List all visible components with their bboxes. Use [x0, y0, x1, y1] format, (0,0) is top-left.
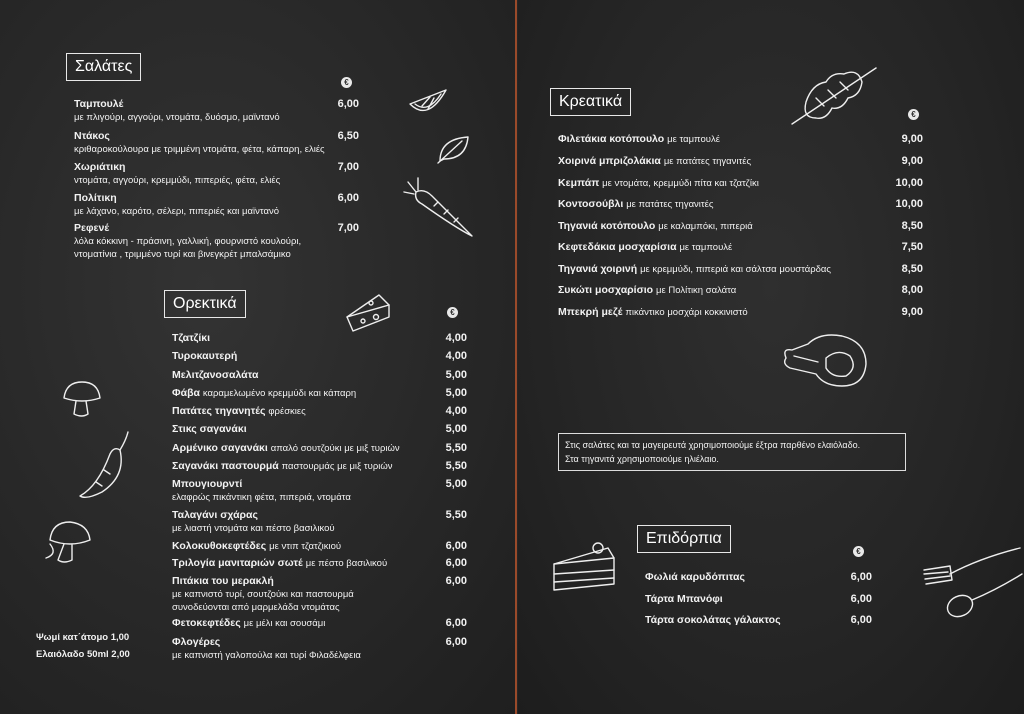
- item-price: 7,00: [337, 161, 359, 173]
- item-name: Τηγανιά κοτόπουλο: [558, 220, 656, 232]
- item-name: Στικς σαγανάκι: [172, 423, 247, 435]
- cake-slice-icon: [552, 540, 618, 592]
- menu-item: [172, 478, 351, 504]
- item-price: 6,00: [445, 557, 467, 569]
- euro-icon: €: [908, 109, 919, 120]
- item-price: 6,00: [445, 617, 467, 629]
- item-price: 9,00: [901, 306, 923, 318]
- item-desc: με μέλι και σουσάμι: [243, 618, 326, 629]
- item-desc: με κρεμμύδι, πιπεριά και σάλτσα μουστάρδας: [640, 264, 832, 275]
- euro-icon: €: [341, 77, 352, 88]
- item-desc: συνοδεύονται από μαρμελάδα ντομάτας: [172, 602, 340, 613]
- item-name: Τυροκαυτερή: [172, 350, 238, 362]
- item-price: 7,50: [901, 241, 923, 253]
- item-name: Συκώτι μοσχαρίσιο: [558, 284, 654, 296]
- item-name: Χοιρινά μπριζολάκια: [558, 155, 661, 167]
- steak-icon: [780, 330, 872, 390]
- item-desc: με ντιπ τζατζικιού: [269, 541, 342, 552]
- menu-item: [558, 263, 831, 276]
- euro-icon: €: [853, 546, 864, 557]
- menu-item: [172, 350, 237, 363]
- oil-note: [558, 433, 906, 471]
- euro-icon: €: [447, 307, 458, 318]
- appetizers-title: Ορεκτικά: [164, 290, 246, 318]
- menu-item: [645, 571, 745, 584]
- item-name: Κοντοσούβλι: [558, 198, 624, 210]
- item-desc: πικάντικο μοσχάρι κοκκινιστό: [625, 307, 748, 318]
- item-name: Μπουγιουρντί: [172, 478, 243, 490]
- item-name: Ντάκος: [74, 130, 110, 142]
- item-desc: κριθαροκούλουρα με τριμμένη ντομάτα, φέτα, κάπαρη, ελιές: [74, 144, 325, 155]
- desserts-title: Επιδόρπια: [637, 525, 731, 553]
- item-price: 7,00: [337, 222, 359, 234]
- item-price: 5,00: [445, 369, 467, 381]
- item-desc: με ταμπουλέ: [667, 134, 720, 145]
- item-price: 4,00: [445, 405, 467, 417]
- item-name: Χωριάτικη: [74, 161, 126, 173]
- menu-item: [172, 369, 259, 382]
- item-name: Ταμπουλέ: [74, 98, 124, 110]
- item-desc: με πατάτες τηγανιτές: [663, 156, 752, 167]
- menu-item: [172, 636, 361, 662]
- item-name: Τριλογία μανιταριών σωτέ: [172, 557, 303, 569]
- item-name: Ρεφενέ: [74, 222, 110, 234]
- item-price: 4,00: [445, 350, 467, 362]
- mushroom-icon: [62, 380, 102, 418]
- menu-item: [558, 284, 736, 297]
- item-price: 6,00: [445, 575, 467, 587]
- item-price: 5,00: [445, 478, 467, 490]
- item-desc: με πατάτες τηγανιτές: [626, 199, 714, 210]
- item-price: 6,00: [850, 593, 872, 605]
- menu-item: [172, 575, 354, 614]
- item-price: 5,00: [445, 387, 467, 399]
- menu-item: [558, 241, 732, 254]
- menu-item: [172, 423, 247, 436]
- item-price: 5,00: [445, 423, 467, 435]
- item-desc: με ντομάτα, κρεμμύδι πίτα και τζατζίκι: [602, 178, 759, 189]
- item-price: 4,00: [445, 332, 467, 344]
- oil-note-line: Στα τηγανιτά χρησιμοποιούμε ηλιέλαιο.: [565, 454, 719, 464]
- item-name: Τάρτα Μπανόφι: [645, 593, 723, 605]
- item-price: 6,00: [850, 614, 872, 626]
- item-desc: με καπνιστή γαλοπούλα και τυρί Φιλαδέλφεια: [172, 650, 361, 661]
- item-desc: ντοματίνια , τριμμένο τυρί και βινεγκρέτ μπαλσάμικο: [74, 249, 291, 260]
- menu-item: [172, 387, 356, 400]
- salads-title: Σαλάτες: [66, 53, 141, 81]
- item-name: Τάρτα σοκολάτας γάλακτος: [645, 614, 781, 626]
- item-name: Αρμένικο σαγανάκι: [172, 442, 268, 454]
- item-price: 6,00: [445, 540, 467, 552]
- item-price: 6,00: [445, 636, 467, 648]
- menu-item: [172, 557, 387, 570]
- menu-item: [558, 155, 751, 168]
- item-name: Τζατζίκι: [172, 332, 211, 344]
- item-desc: παστουρμάς με μιξ τυριών: [281, 461, 393, 472]
- menu-item: [74, 161, 280, 187]
- item-price: 10,00: [895, 198, 923, 210]
- menu-item: [74, 192, 279, 218]
- item-price: 6,00: [337, 192, 359, 204]
- item-price: 5,50: [445, 509, 467, 521]
- item-desc: με ταμπουλέ: [679, 242, 733, 253]
- mushroom-icon: [42, 518, 94, 564]
- item-price: 5,50: [445, 460, 467, 472]
- cheese-icon: [343, 291, 393, 335]
- lemon-slice-icon: [406, 84, 450, 118]
- item-desc: ελαφρώς πικάντικη φέτα, πιπεριά, ντομάτα: [172, 492, 351, 503]
- item-price: 5,50: [445, 442, 467, 454]
- item-name: Φιλετάκια κοτόπουλο: [558, 133, 665, 145]
- bread-price: Ψωμί κατ΄άτομο 1,00: [36, 632, 130, 643]
- item-name: Τηγανιά χοιρινή: [558, 263, 638, 275]
- menu-item: [558, 177, 759, 190]
- menu-item: [172, 460, 393, 473]
- item-price: 8,00: [901, 284, 923, 296]
- item-desc: με πέστο βασιλικού: [305, 558, 388, 569]
- item-price: 6,00: [850, 571, 872, 583]
- menu-item: [172, 405, 306, 418]
- page-divider: [515, 0, 517, 714]
- item-name: Μπεκρή μεζέ: [558, 306, 623, 318]
- item-price: 9,00: [901, 133, 923, 145]
- item-price: 9,00: [901, 155, 923, 167]
- kebab-skewer-icon: [786, 62, 880, 130]
- chili-pepper-icon: [76, 430, 136, 502]
- item-name: Κεφτεδάκια μοσχαρίσια: [558, 241, 677, 253]
- menu-item: [74, 130, 325, 156]
- item-name: Κεμπάπ: [558, 177, 600, 189]
- menu-item: [558, 220, 753, 233]
- leaf-icon: [436, 133, 472, 165]
- item-desc: με Πολίτικη σαλάτα: [656, 285, 737, 296]
- item-price: 6,50: [337, 130, 359, 142]
- menu-item: [558, 306, 748, 319]
- item-desc: με καπνιστό τυρί, σουτζούκι και παστουρμά: [172, 589, 354, 600]
- item-name: Σαγανάκι παστουρμά: [172, 460, 279, 472]
- menu-item: [172, 509, 335, 535]
- olive-oil-price: Ελαιόλαδο 50ml 2,00: [36, 649, 130, 660]
- oil-note-line: Στις σαλάτες και τα μαγειρευτά χρησιμοποιούμε έξτρα παρθένο ελαιόλαδο.: [565, 440, 861, 450]
- item-name: Πατάτες τηγανητές: [172, 405, 266, 417]
- item-price: 10,00: [895, 177, 923, 189]
- menu-item: [74, 222, 301, 261]
- item-name: Μελιτζανοσαλάτα: [172, 369, 259, 381]
- menu-item: [74, 98, 280, 124]
- menu-item: [558, 198, 713, 211]
- menu-item: [645, 593, 723, 606]
- menu-item: [172, 540, 341, 553]
- item-desc: με λάχανο, καρότο, σέλερι, πιπεριές και μαϊντανό: [74, 206, 279, 217]
- item-price: 8,50: [901, 220, 923, 232]
- item-name: Πολίτικη: [74, 192, 117, 204]
- carrot-icon: [404, 178, 476, 240]
- item-desc: με πλιγούρι, αγγούρι, ντομάτα, δυόσμο, μαϊντανό: [74, 112, 280, 123]
- item-name: Φάβα: [172, 387, 200, 399]
- item-desc: ντομάτα, αγγούρι, κρεμμύδι, πιπεριές, φέτα, ελιές: [74, 175, 281, 186]
- item-price: 6,00: [337, 98, 359, 110]
- item-name: Φετοκεφτέδες: [172, 617, 241, 629]
- item-name: Πιτάκια του μερακλή: [172, 575, 274, 587]
- item-name: Φλογέρες: [172, 636, 221, 648]
- item-desc: απαλό σουτζούκι με μιξ τυριών: [270, 443, 400, 454]
- item-desc: καραμελωμένο κρεμμύδι και κάπαρη: [202, 388, 357, 399]
- item-desc: με λιαστή ντομάτα και πέστο βασιλικού: [172, 523, 335, 534]
- menu-item: [645, 614, 781, 627]
- item-desc: λόλα κόκκινη - πράσινη, γαλλική, φουρνιστό κουλούρι,: [74, 236, 302, 247]
- menu-item: [172, 332, 210, 345]
- item-price: 8,50: [901, 263, 923, 275]
- item-name: Κολοκυθοκεφτέδες: [172, 540, 267, 552]
- item-name: Ταλαγάνι σχάρας: [172, 509, 258, 521]
- item-desc: φρέσκιες: [268, 406, 306, 417]
- menu-item: [172, 617, 325, 630]
- meats-title: Κρεατικά: [550, 88, 631, 116]
- item-desc: με καλαμπόκι, πιπεριά: [658, 221, 753, 232]
- item-name: Φωλιά καρυδόπιτας: [645, 571, 745, 583]
- menu-item: [172, 442, 400, 455]
- menu-item: [558, 133, 720, 146]
- spoon-icon: [944, 570, 1024, 626]
